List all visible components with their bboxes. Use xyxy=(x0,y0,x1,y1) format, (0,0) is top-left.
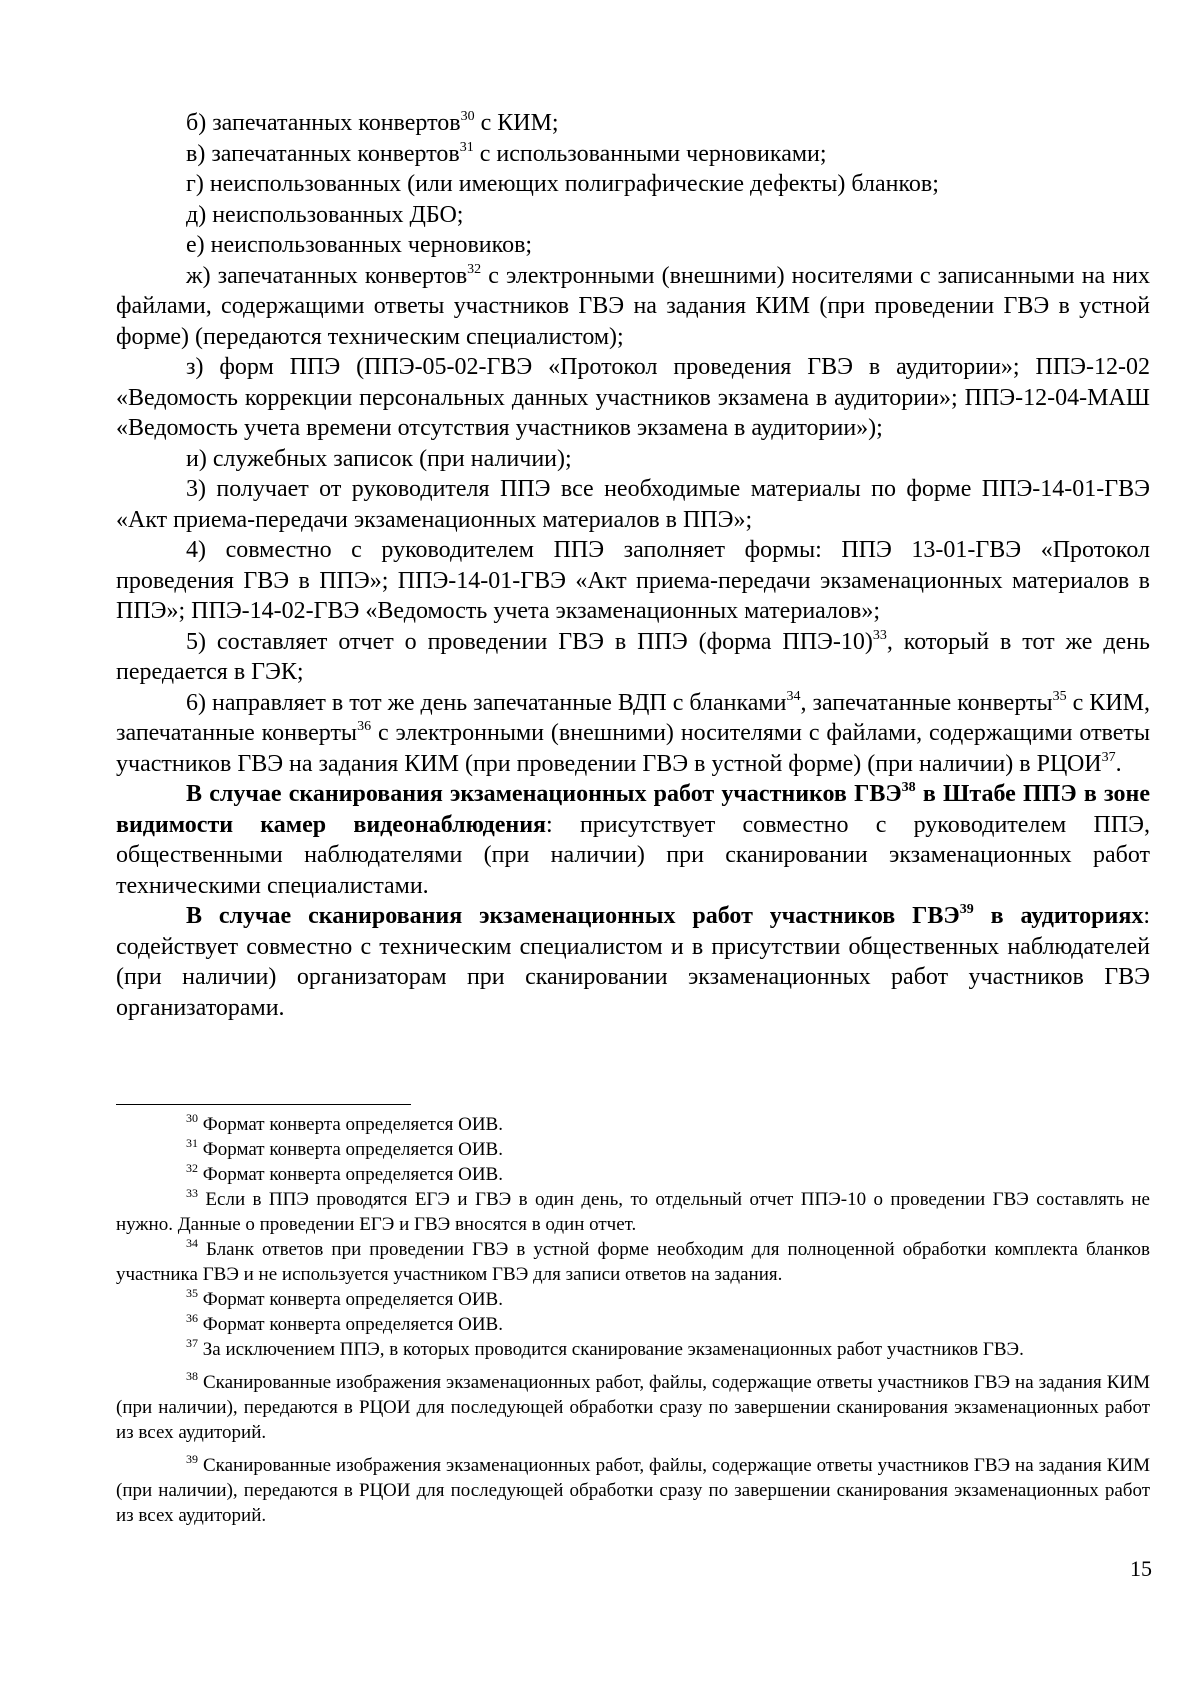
list-item-z: з) форм ППЭ (ППЭ-05-02-ГВЭ «Протокол проведения ГВЭ в аудитории»; ППЭ-12-02 «Ведомость коррекции персональных данных участников экзамена в аудитории»; ППЭ-12-04-МАШ «Ведомость учета времени отсутствия участников экзамена в аудитории»); xyxy=(116,354,1150,441)
footnote-ref[interactable]: 33 xyxy=(872,627,887,643)
footnote: $^{33}$ Если в ППЭ проводятся ЕГЭ и ГВЭ в один день, то отдельный отчет ППЭ-10 о проведении ГВЭ составлять не нужно. Данные о проведении ЕГЭ и ГВЭ вносятся в один отчет. xyxy=(116,1186,1150,1235)
list-item-5: 5) составляет отчет о проведении ГВЭ в ППЭ (форма ППЭ-10)$^{33}$, который в тот же день передается в ГЭК; xyxy=(116,627,1151,685)
footnote-ref[interactable]: 36 xyxy=(357,719,372,734)
list-item-6: 6) направляет в тот же день запечатанные ВДП с бланками$^{34}$, запечатанные конверты$^{35}$ с КИМ, запечатанные конверты$^{36}$ с электронными (внешними) носителями с файлами, содержащими ответы участников ГВЭ на задания КИМ (при проведении ГВЭ в устной форме) (при наличии) в РЦОИ$^{37}$. xyxy=(116,688,1151,777)
footnote: $^{30}$ Формат конверта определяется ОИВ. xyxy=(186,1111,503,1135)
footnote: $^{37}$ За исключением ППЭ, в которых проводится сканирование экзаменационных работ участников ГВЭ. xyxy=(186,1336,1024,1360)
list-item-g: г) неиспользованных (или имеющих полиграфические дефекты) бланков; xyxy=(186,171,939,197)
footnote-ref[interactable]: 30 xyxy=(460,109,475,124)
list-item-e: е) неиспользованных черновиков; xyxy=(186,232,533,258)
paragraph-auditorium-scanning: В случае сканирования экзаменационных работ участников ГВЭ$^{39}$ в аудиториях: содействует совместно с техническим специалистом и в присутствии общественных наблюдателей (при наличии) организаторам при сканировании экзаменационных работ участников ГВЭ организаторами. xyxy=(116,902,1150,1021)
footnote-ref[interactable]: 39 xyxy=(959,902,974,917)
footnote: $^{32}$ Формат конверта определяется ОИВ. xyxy=(186,1161,503,1185)
list-item-3: 3) получает от руководителя ППЭ все необходимые материалы по форме ППЭ-14-01-ГВЭ «Акт приема-передачи экзаменационных материалов в ППЭ»; xyxy=(116,476,1150,533)
footnote: $^{38}$ Сканированные изображения экзаменационных работ, файлы, содержащие ответы участников ГВЭ на задания КИМ (при наличии), передаются в РЦОИ для последующей обработки сразу по завершении сканирования экзаменационных работ из всех аудиторий. xyxy=(116,1369,1150,1443)
footnote-ref[interactable]: 34 xyxy=(786,688,801,704)
paragraph-shtab-scanning: В случае сканирования экзаменационных работ участников ГВЭ$^{38}$ в Штабе ППЭ в зоне видимости камер видеонаблюдения: присутствует совместно с руководителем ППЭ, общественными наблюдателями (при наличии) при сканировании экзаменационных работ техническими специалистами. xyxy=(116,780,1150,899)
list-item-zh: ж) запечатанных конвертов$^{32}$ с электронными (внешними) носителями с записанными на них файлами, содержащими ответы участников ГВЭ на задания КИМ (при проведении ГВЭ в устной форме) (передаются техническим специалистом); xyxy=(116,261,1150,350)
footnote-ref[interactable]: 38 xyxy=(901,780,916,795)
list-item-b: б) запечатанных конвертов$^{30}$ с КИМ; xyxy=(186,109,559,136)
footnote-ref[interactable]: 35 xyxy=(1052,688,1067,704)
list-item-d: д) неиспользованных ДБО; xyxy=(186,201,464,228)
footnote: $^{36}$ Формат конверта определяется ОИВ. xyxy=(186,1311,503,1335)
footnote-ref[interactable]: 37 xyxy=(1101,749,1116,765)
footnote-separator xyxy=(116,1104,411,1105)
list-item-v: в) запечатанных конвертов$^{31}$ с использованными черновиками; xyxy=(186,139,827,167)
list-item-i: и) служебных записок (при наличии); xyxy=(186,445,572,472)
footnote-ref[interactable]: 31 xyxy=(459,139,474,155)
footnote: $^{39}$ Сканированные изображения экзаменационных работ, файлы, содержащие ответы участников ГВЭ на задания КИМ (при наличии), передаются в РЦОИ для последующей обработки сразу по завершении сканирования экзаменационных работ из всех аудиторий. xyxy=(116,1452,1150,1526)
list-item-4: 4) совместно с руководителем ППЭ заполняет формы: ППЭ 13-01-ГВЭ «Протокол проведения ГВЭ в ППЭ»; ППЭ-14-01-ГВЭ «Акт приема-передачи экзаменационных материалов в ППЭ»; ППЭ-14-02-ГВЭ «Ведомость учета экзаменационных материалов»; xyxy=(116,537,1150,624)
footnote: $^{35}$ Формат конверта определяется ОИВ. xyxy=(186,1286,503,1310)
footnote-ref[interactable]: 32 xyxy=(467,261,482,277)
main-text xyxy=(116,108,1150,1023)
footnote: $^{34}$ Бланк ответов при проведении ГВЭ в устной форме необходим для полноценной обработки комплекта бланков участника ГВЭ и не используется участником ГВЭ для записи ответов на задания. xyxy=(116,1236,1150,1285)
footnote: $^{31}$ Формат конверта определяется ОИВ. xyxy=(186,1136,503,1160)
footnotes xyxy=(116,1112,1150,1528)
page-number: 15 xyxy=(1130,1556,1152,1581)
